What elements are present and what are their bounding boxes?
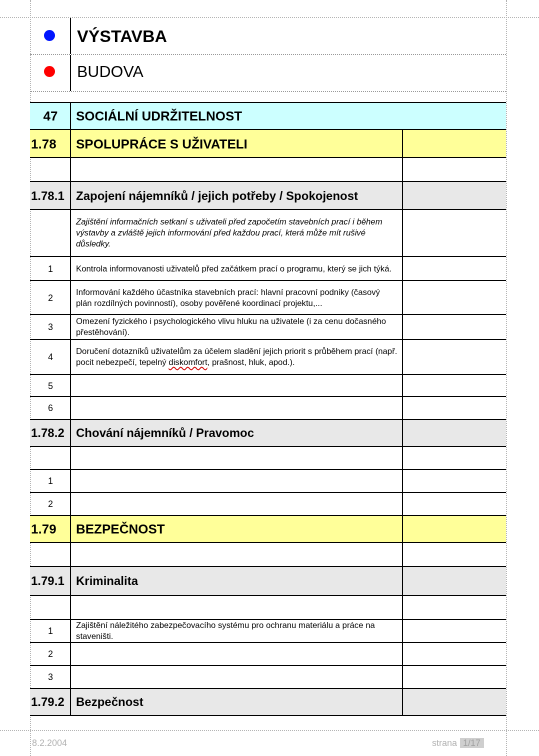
empty-row bbox=[30, 596, 506, 620]
subsection-number: 1.78.2 bbox=[31, 426, 65, 440]
section-number: 1.79 bbox=[31, 521, 57, 537]
item-number: 2 bbox=[47, 499, 53, 509]
main-section-title: SOCIÁLNÍ UDRŽITELNOST bbox=[76, 108, 243, 124]
red-dot-icon bbox=[44, 66, 55, 77]
section-title: SPOLUPRÁCE S UŽIVATELI bbox=[76, 136, 248, 151]
section-number: 1.78 bbox=[31, 136, 57, 151]
note-row bbox=[30, 210, 506, 257]
item-number: 2 bbox=[47, 649, 53, 659]
footer-page bbox=[432, 738, 484, 748]
subsection-number: 1.79.2 bbox=[31, 695, 65, 709]
header-subtitle: BUDOVA bbox=[77, 64, 144, 81]
subsection-row bbox=[30, 689, 506, 716]
item-row bbox=[30, 470, 506, 493]
section-row bbox=[30, 130, 506, 158]
item-number: 1 bbox=[47, 626, 53, 636]
item-text: Informování každého účastníka stavebních prací: hlavní pracovní podniky (časový plán rozdílných povinností), osoby pověřené koordinací projektu,... bbox=[76, 286, 380, 308]
spellcheck-word: diskomfort bbox=[168, 357, 208, 367]
header-row-building bbox=[30, 55, 506, 92]
item-row bbox=[30, 281, 506, 315]
subsection-number: 1.78.1 bbox=[31, 188, 65, 203]
subsection-title: Bezpečnost bbox=[76, 695, 144, 709]
empty-row bbox=[30, 543, 506, 567]
item-row bbox=[30, 620, 506, 643]
main-section-number: 47 bbox=[43, 108, 58, 124]
margin-guide-bottom bbox=[0, 730, 539, 731]
subsection-title: Kriminalita bbox=[76, 574, 139, 588]
subsection-title: Chování nájemníků / Pravomoc bbox=[76, 426, 255, 440]
subsection-row bbox=[30, 420, 506, 447]
item-number: 2 bbox=[47, 292, 53, 303]
item-number: 5 bbox=[47, 380, 53, 391]
item-row bbox=[30, 666, 506, 689]
subsection-row bbox=[30, 567, 506, 596]
item-row bbox=[30, 340, 506, 375]
item-number: 1 bbox=[47, 476, 53, 486]
intro-note: Zajištění informačních setkaní s uživateli před započetím stavebních prací i během výstavby a zvláště jejich informování před každou prací, která může mít rušivé důsledky. bbox=[76, 216, 383, 249]
item-row bbox=[30, 257, 506, 281]
empty-row bbox=[30, 158, 506, 182]
item-text: Doručení dotazníků uživatelům za účelem sladění jejich priorit s průběhem prací (např. pocit nebezpečí, tepelný diskomfort, prašnost, hluk, apod.). bbox=[76, 346, 398, 367]
subsection-row bbox=[30, 182, 506, 210]
margin-guide-right bbox=[506, 0, 507, 756]
item-number: 3 bbox=[47, 322, 53, 332]
blue-dot-icon bbox=[44, 30, 55, 41]
section-row bbox=[30, 516, 506, 543]
footer-date: 8.2.2004 bbox=[32, 738, 68, 748]
item-text: Kontrola informovanosti uživatelů před začátkem prací o programu, který se jich týká. bbox=[76, 263, 392, 273]
header-title: VÝSTAVBA bbox=[77, 27, 168, 46]
item-row bbox=[30, 315, 506, 340]
item-number: 4 bbox=[47, 352, 53, 362]
header-row-construction bbox=[30, 18, 506, 55]
item-row bbox=[30, 643, 506, 666]
item-text: Omezení fyzického i psychologického vlivu hluku na uživatele (i za cenu dočasného přestěhování). bbox=[76, 316, 387, 337]
item-row bbox=[30, 493, 506, 516]
item-number: 3 bbox=[47, 672, 53, 682]
item-text: Zajištění náležitého zabezpečovacího systému pro ochranu materiálu a práce na staveništi. bbox=[76, 620, 375, 641]
section-title: BEZPEČNOST bbox=[76, 521, 165, 537]
main-section-row bbox=[30, 102, 506, 130]
item-number: 6 bbox=[47, 403, 53, 413]
page-number: 1/17 bbox=[460, 738, 484, 748]
subsection-number: 1.79.1 bbox=[31, 574, 65, 588]
empty-row bbox=[30, 447, 506, 470]
item-row bbox=[30, 375, 506, 397]
item-row bbox=[30, 397, 506, 420]
subsection-title: Zapojení nájemníků / jejich potřeby / Spokojenost bbox=[76, 188, 359, 203]
page-label: strana bbox=[432, 738, 458, 748]
item-number: 1 bbox=[47, 263, 53, 274]
